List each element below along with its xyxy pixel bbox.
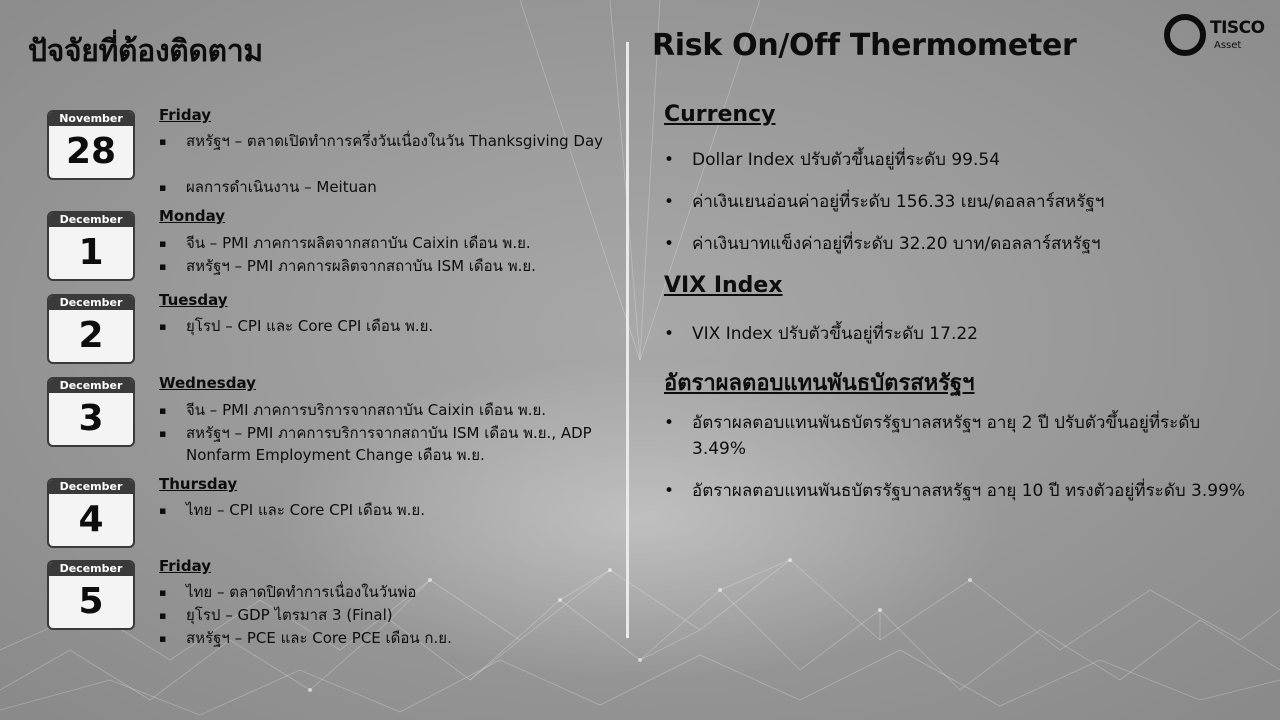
weekday-label: Tuesday [159,291,228,309]
event-item: ▪ ไทย – CPI และ Core CPI เดือน พ.ย. [159,501,425,519]
calendar-month: December [49,296,133,310]
event-item: ▪ ยุโรป – CPI และ Core CPI เดือน พ.ย. [159,317,434,335]
calendar-date: 2 [78,315,104,356]
calendar-month: December [49,379,133,393]
calendar-date: 28 [65,131,117,172]
calendar-date: 1 [78,232,104,273]
bullet-point: • อัตราผลตอบแทนพันธบัตรรัฐบาลสหรัฐฯ อายุ 10 ปี ทรงตัวอยู่ที่ระดับ 3.99% [664,481,1246,501]
calendar-month: December [49,562,133,576]
section-heading-vix: VIX Index [664,273,783,298]
logo-ring-icon [1164,14,1206,56]
calendar-month: December [49,480,133,494]
calendar-icon [47,478,135,548]
section-heading-currency: Currency [664,102,776,127]
section-heading-bond-yield: อัตราผลตอบแทนพันธบัตรสหรัฐฯ [664,371,975,396]
weekday-label: Friday [159,106,212,124]
bullet-point: • อัตราผลตอบแทนพันธบัตรรัฐบาลสหรัฐฯ อายุ 2 ปี ปรับตัวขึ้นอยู่ที่ระดับ 3.49% [664,413,1201,459]
weekday-label: Thursday [159,475,238,493]
calendar-icon [47,294,135,364]
calendar-month: December [49,213,133,227]
event-item: ▪ ยุโรป – GDP ไตรมาส 3 (Final) [159,606,393,624]
event-item: ▪ จีน – PMI ภาคการผลิตจากสถาบัน Caixin เดือน พ.ย. [159,234,531,252]
event-item: ▪ สหรัฐฯ – PCE และ Core PCE เดือน ก.ย. [159,629,452,647]
bullet-point: • ค่าเงินบาทแข็งค่าอยู่ที่ระดับ 32.20 บาท/ดอลลาร์สหรัฐฯ [664,234,1101,254]
event-item: ▪ ไทย – ตลาดปิดทำการเนื่องในวันพ่อ [159,583,417,601]
calendar-icon [47,211,135,281]
bullet-point: • Dollar Index ปรับตัวขึ้นอยู่ที่ระดับ 99.54 [664,150,1001,170]
weekday-label: Friday [159,557,212,575]
calendar-month: November [49,112,133,126]
calendar-icon [47,110,135,180]
calendar-icon [47,560,135,630]
bullet-point: • ค่าเงินเยนอ่อนค่าอยู่ที่ระดับ 156.33 เยน/ดอลลาร์สหรัฐฯ [664,192,1105,212]
event-item: ▪ สหรัฐฯ – PMI ภาคการบริการจากสถาบัน ISM เดือน พ.ย., ADP Nonfarm Employment Change เดือน พ.ย. [159,424,592,464]
factors-title: ปัจจัยที่ต้องติดตาม [28,34,263,69]
weekday-label: Monday [159,207,226,225]
logo-subtitle: Asset [1214,40,1242,51]
thermometer-title: Risk On/Off Thermometer [652,28,1077,63]
calendar-icon [47,377,135,447]
tisco-logo [1162,12,1265,58]
event-item: ▪ จีน – PMI ภาคการบริการจากสถาบัน Caixin เดือน พ.ย. [159,401,547,419]
logo-name: TISCO [1210,18,1265,38]
calendar-date: 5 [78,581,104,622]
column-divider [626,42,629,638]
event-item: ▪ สหรัฐฯ – PMI ภาคการผลิตจากสถาบัน ISM เดือน พ.ย. [159,257,536,275]
event-item: ▪ สหรัฐฯ – ตลาดเปิดทำการครึ่งวันเนื่องในวัน Thanksgiving Day [159,132,604,150]
calendar-date: 3 [78,398,104,439]
event-item: ▪ ผลการดำเนินงาน – Meituan [159,178,377,196]
weekday-label: Wednesday [159,374,256,392]
calendar-date: 4 [78,499,104,540]
bullet-point: • VIX Index ปรับตัวขึ้นอยู่ที่ระดับ 17.22 [664,324,978,344]
